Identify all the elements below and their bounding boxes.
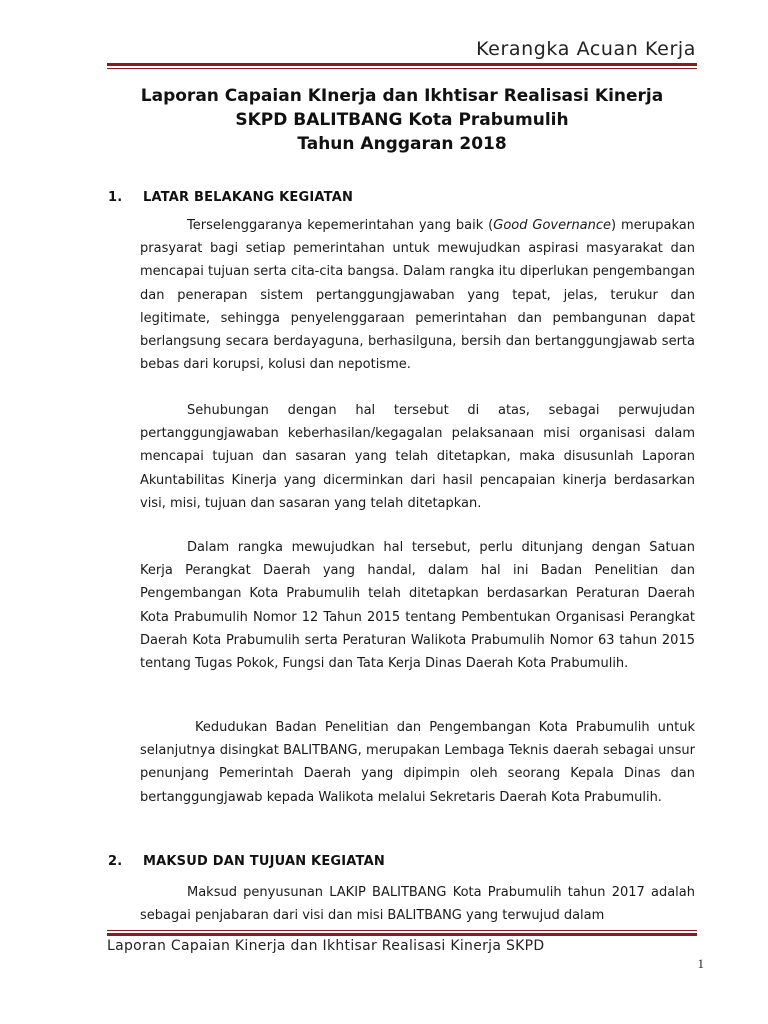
page-number: 1 bbox=[697, 956, 704, 971]
document-title bbox=[100, 84, 704, 156]
paragraph-emphasis: Good Governance bbox=[493, 218, 612, 233]
document-title-line-1: Laporan Capaian KInerja dan Ikhtisar Realisasi Kinerja bbox=[140, 86, 664, 106]
section-2-paragraph-1: Maksud penyusunan LAKIP BALITBANG Kota Prabumulih tahun 2017 adalah sebagai penjabaran dari visi dan misi BALITBANG yang terwujud dalam bbox=[140, 885, 695, 924]
section-1-heading-text: LATAR BELAKANG KEGIATAN bbox=[143, 190, 354, 205]
header-title: Kerangka Acuan Kerja bbox=[476, 38, 696, 60]
section-1-heading bbox=[108, 190, 353, 205]
header-rule-thin bbox=[107, 68, 697, 69]
document-title-line-3: Tahun Anggaran 2018 bbox=[297, 134, 507, 154]
footer-rule-thin bbox=[107, 930, 697, 931]
section-2-heading bbox=[108, 854, 385, 869]
section-1-paragraph-1 bbox=[140, 214, 695, 376]
footer-rule-thick bbox=[107, 933, 697, 936]
section-1-paragraph-3: Dalam rangka mewujudkan hal tersebut, perlu ditunjang dengan Satuan Kerja Perangkat Daerah yang handal, dalam hal ini Badan Penelitian dan Pengembangan Kota Prabumulih telah ditetapkan berdasarkan Peraturan Daerah Kota Prabumulih Nomor 12 Tahun 2015 tentang Pembentukan Organisasi Perangkat Daerah Kota Prabumulih serta Peraturan Walikota Prabumulih Nomor 63 tahun 2015 tentang Tugas Pokok, Fungsi dan Tata Kerja Dinas Daerah Kota Prabumulih. bbox=[140, 540, 695, 672]
section-1-paragraph-4: Kedudukan Badan Penelitian dan Pengembangan Kota Prabumulih untuk selanjutnya disingkat BALITBANG, merupakan Lembaga Teknis daerah sebagai unsur penunjang Pemerintah Daerah yang dipimpin oleh seorang Kepala Dinas dan bertanggungjawab kepada Walikota melalui Sekretaris Daerah Kota Prabumulih. bbox=[140, 720, 695, 805]
section-2-heading-text: MAKSUD DAN TUJUAN KEGIATAN bbox=[143, 854, 385, 869]
section-1-number: 1. bbox=[108, 190, 123, 205]
section-1-paragraph-2: Sehubungan dengan hal tersebut di atas, sebagai perwujudan pertanggungjawaban keberhasilan/kegagalan pelaksanaan misi organisasi dalam mencapai tujuan dan sasaran yang telah ditetapkan, maka disusunlah Laporan Akuntabilitas Kinerja yang dicerminkan dari hasil pencapaian kinerja berdasarkan visi, misi, tujuan dan sasaran yang telah ditetapkan. bbox=[140, 403, 695, 511]
footer-title: Laporan Capaian Kinerja dan Ikhtisar Realisasi Kinerja SKPD bbox=[107, 938, 545, 954]
document-title-line-2: SKPD BALITBANG Kota Prabumulih bbox=[235, 110, 569, 130]
header-rule-thick bbox=[107, 63, 697, 66]
paragraph-text-after-em: ) merupakan prasyarat bagi setiap pemerintahan untuk mewujudkan aspirasi masyarakat dan mencapai tujuan serta cita-cita bangsa. Dalam rangka itu diperlukan pengembangan dan penerapan sistem pertanggungjawaban yang tepat, jelas, terukur dan legitimate, sehingga penyelenggaraan pemerintahan dan pembangunan dapat berlangsung secara berdayaguna, berhasilguna, bersih dan bertanggungjawab serta bebas dari korupsi, kolusi dan nepotisme. bbox=[140, 218, 695, 373]
paragraph-text-before-em: Terselenggaranya kepemerintahan yang baik ( bbox=[187, 218, 494, 233]
section-2-number: 2. bbox=[108, 854, 123, 869]
